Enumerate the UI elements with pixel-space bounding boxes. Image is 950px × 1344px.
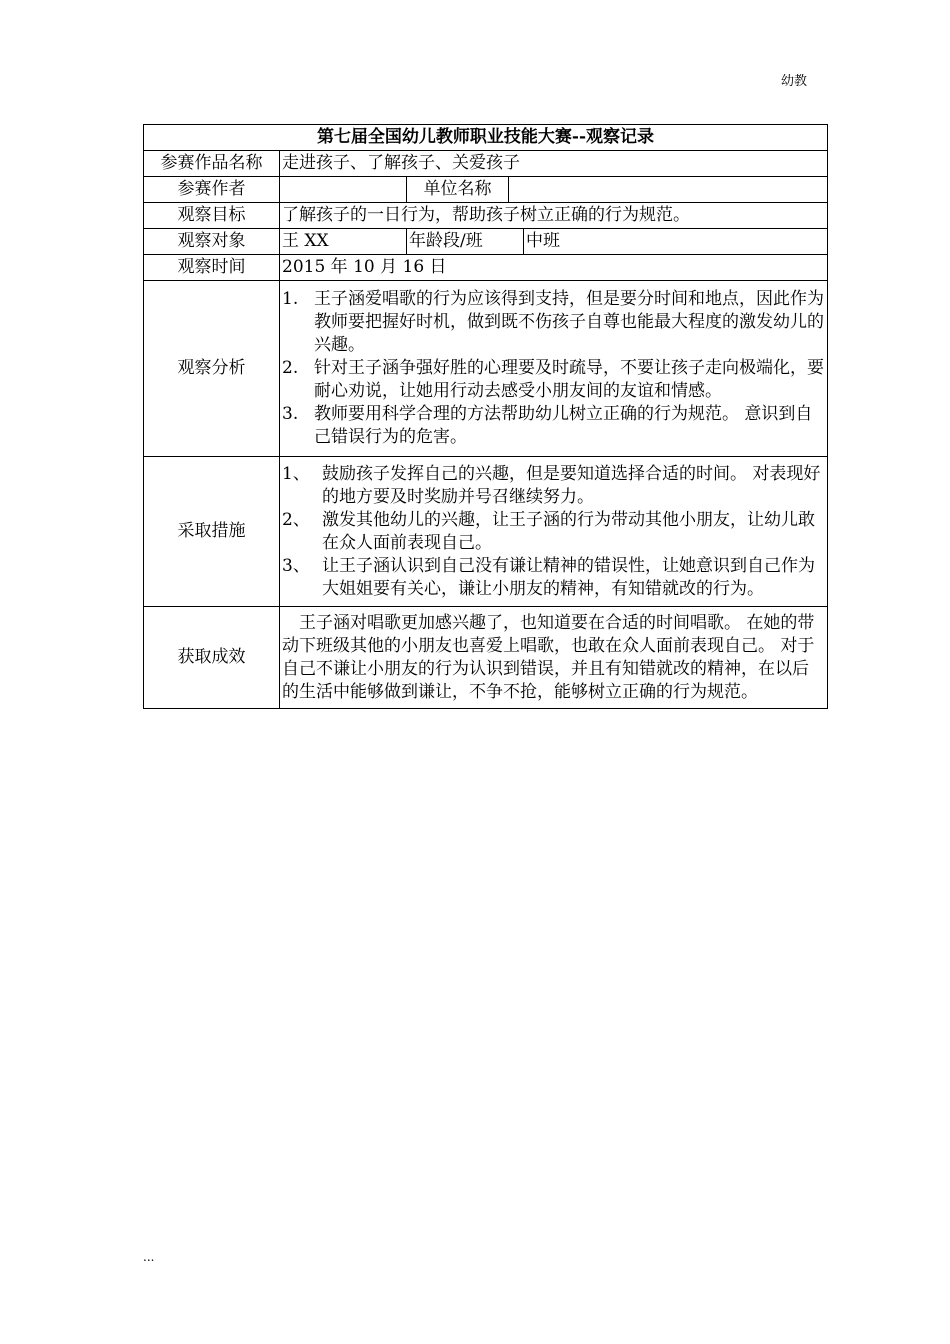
measures-item-text: 激发其他幼儿的兴趣，让王子涵的行为带动其他小朋友，让幼儿敢在众人面前表现自己。 — [322, 509, 815, 553]
analysis-item-number: 3. — [282, 404, 299, 424]
analysis-item — [282, 288, 825, 357]
observation-record-table — [143, 124, 828, 709]
measures-item-text: 让王子涵认识到自己没有谦让精神的错误性，让她意识到自己作为大姐姐要有关心，谦让小朋友的精神，有知错就改的行为。 — [322, 555, 815, 599]
analysis-row — [144, 281, 828, 457]
time-label: 观察时间 — [144, 255, 280, 281]
measures-item-number: 1、 — [282, 463, 310, 484]
subject-row — [144, 229, 828, 255]
results-row — [144, 607, 828, 709]
measures-item-number: 2、 — [282, 509, 310, 530]
author-row — [144, 177, 828, 203]
measures-row — [144, 457, 828, 607]
analysis-item-text: 针对王子涵争强好胜的心理要及时疏导，不要让孩子走向极端化，要耐心劝说，让她用行动去感受小朋友间的友谊和情感。 — [314, 358, 824, 401]
subject-value: 王 XX — [280, 229, 407, 255]
work-name-row — [144, 151, 828, 177]
measures-content — [280, 457, 828, 607]
subject-label: 观察对象 — [144, 229, 280, 255]
analysis-item-number: 2. — [282, 358, 299, 378]
analysis-content — [280, 281, 828, 457]
age-value: 中班 — [524, 229, 828, 255]
results-label: 获取成效 — [144, 607, 280, 709]
analysis-item-text: 王子涵爱唱歌的行为应该得到支持，但是要分时间和地点，因此作为教师要把握好时机，做到既不伤孩子自尊也能最大程度的激发幼儿的兴趣。 — [314, 289, 824, 355]
title-row — [144, 125, 828, 151]
time-value: 2015 年 10 月 16 日 — [280, 255, 828, 281]
measures-item — [282, 509, 825, 555]
work-name-value: 走进孩子、了解孩子、关爱孩子 — [280, 151, 828, 177]
analysis-item — [282, 357, 825, 403]
measures-item-number: 3、 — [282, 555, 310, 576]
analysis-item-text: 教师要用科学合理的方法帮助幼儿树立正确的行为规范。 意识到自己错误行为的危害。 — [314, 404, 813, 447]
analysis-label: 观察分析 — [144, 281, 280, 457]
goal-row — [144, 203, 828, 229]
time-row — [144, 255, 828, 281]
analysis-item — [282, 403, 825, 449]
goal-value: 了解孩子的一日行为，帮助孩子树立正确的行为规范。 — [280, 203, 828, 229]
measures-item — [282, 555, 825, 601]
author-label: 参赛作者 — [144, 177, 280, 203]
header-tag: 幼教 — [780, 74, 807, 89]
goal-label: 观察目标 — [144, 203, 280, 229]
measures-label: 采取措施 — [144, 457, 280, 607]
footer-marker: ... — [143, 1250, 155, 1264]
analysis-item-number: 1. — [282, 289, 299, 309]
age-label: 年龄段/班 — [407, 229, 524, 255]
measures-item-text: 鼓励孩子发挥自己的兴趣，但是要知道选择合适的时间。 对表现好的地方要及时奖励并号召继续努力。 — [322, 463, 821, 507]
unit-label: 单位名称 — [407, 177, 509, 203]
author-value — [280, 177, 407, 203]
unit-value — [509, 177, 828, 203]
table-title: 第七届全国幼儿教师职业技能大赛--观察记录 — [144, 125, 828, 151]
work-name-label: 参赛作品名称 — [144, 151, 280, 177]
results-content: 王子涵对唱歌更加感兴趣了，也知道要在合适的时间唱歌。 在她的带动下班级其他的小朋友也喜爱上唱歌，也敢在众人面前表现自己。 对于自己不谦让小朋友的行为认识到错误，并且有知错就改的精神，在以后的生活中能够做到谦让，不争不抢，能够树立正确的行为规范。 — [280, 607, 828, 709]
measures-item — [282, 463, 825, 509]
